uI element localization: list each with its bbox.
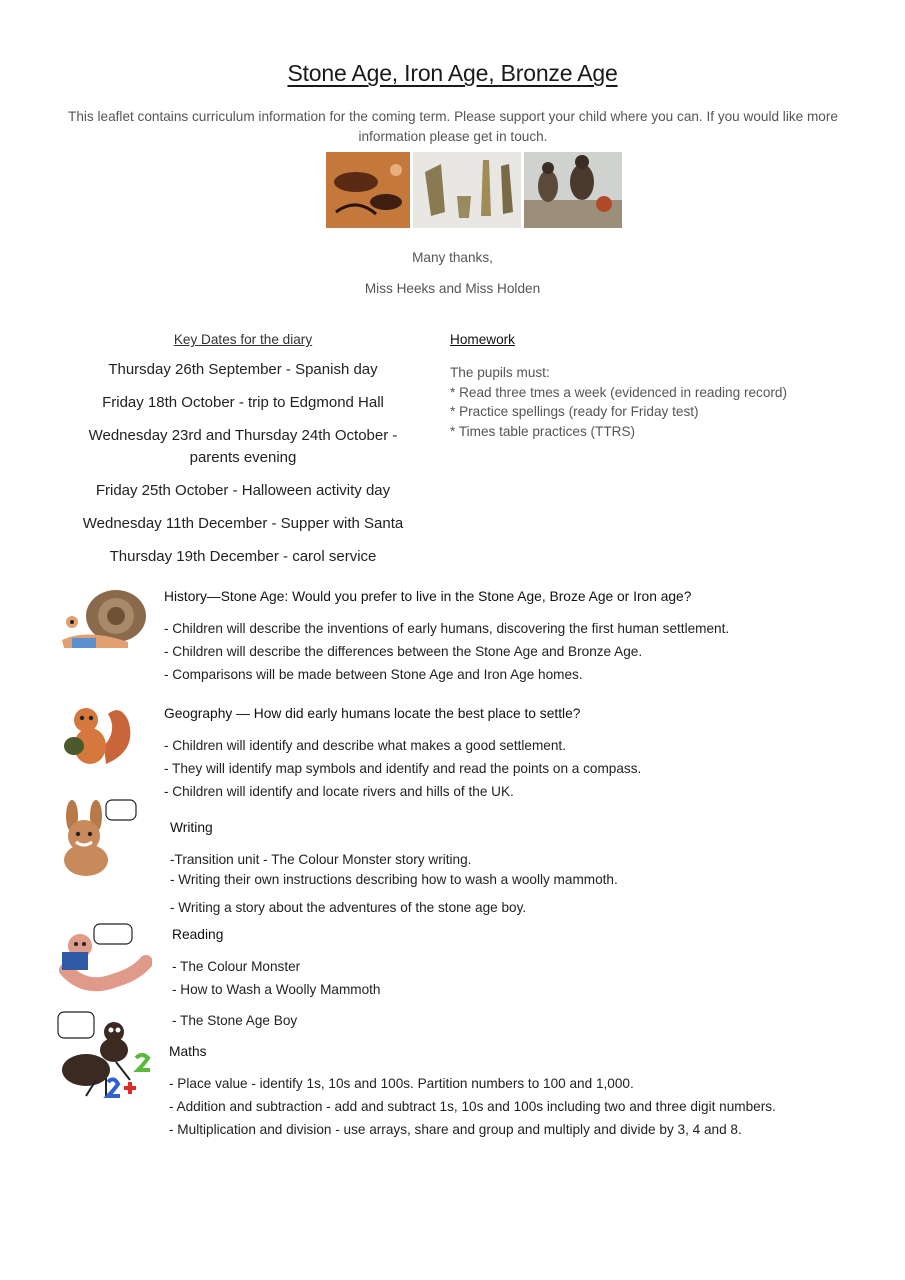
- key-date-item: Thursday 19th December - carol service: [109, 548, 377, 565]
- homework-line: * Read three tmes a week (evidenced in reading record): [450, 384, 788, 400]
- homework-line: * Practice spellings (ready for Friday test): [450, 404, 699, 419]
- key-date-item: Wednesday 11th December - Supper with Santa: [82, 515, 404, 532]
- thanks-text: Many thanks,: [412, 250, 493, 265]
- teacher-signoff: Miss Heeks and Miss Holden: [364, 281, 541, 296]
- history-bullet: - Children will describe the differences between the Stone Age and Bronze Age.: [164, 644, 643, 659]
- geography-bullet: - Children will identify and describe what makes a good settlement.: [164, 738, 566, 753]
- key-date-item: Thursday 26th September - Spanish day: [108, 361, 378, 378]
- history-bullet: - Children will describe the inventions of early humans, discovering the first human settlement.: [164, 621, 730, 636]
- key-date-item: Friday 18th October - trip to Edgmond Hall: [102, 394, 384, 411]
- reading-bullet: - How to Wash a Woolly Mammoth: [172, 982, 381, 997]
- ant-numbers-icon: [56, 1010, 156, 1105]
- key-date-item: Friday 25th October - Halloween activity day: [95, 482, 391, 499]
- maths-bullet: - Addition and subtraction - add and subtract 1s, 10s and 100s including two and three digit numbers.: [169, 1099, 776, 1114]
- geography-bullet: - Children will identify and locate rivers and hills of the UK.: [164, 784, 514, 799]
- maths-bullet: - Multiplication and division - use arrays, share and group and multiply and divide by 3, 4 and 8.: [169, 1122, 742, 1137]
- prehistoric-people-image: [524, 152, 622, 228]
- key-date-item: Wednesday 23rd and Thursday 24th October - parents evening: [88, 427, 398, 466]
- cave-painting-image: [326, 152, 410, 228]
- reading-title: Reading: [172, 927, 224, 942]
- homework-line: * Times table practices (TTRS): [450, 423, 636, 439]
- rabbit-icon: [58, 796, 140, 885]
- homework-section: [450, 332, 850, 441]
- photo-strip: [326, 152, 622, 228]
- bronze-tools-image: [413, 152, 521, 228]
- homework-heading: Homework: [450, 332, 515, 347]
- squirrel-icon: [58, 700, 136, 775]
- writing-bullet: - Writing their own instructions describing how to wash a woolly mammoth.: [170, 872, 618, 887]
- maths-title: Maths: [169, 1044, 207, 1059]
- reading-bullet: - The Colour Monster: [172, 959, 301, 974]
- history-bullet: - Comparisons will be made between Stone Age and Iron Age homes.: [164, 667, 583, 682]
- history-title: History—Stone Age: Would you prefer to live in the Stone Age, Broze Age or Iron age?: [164, 589, 692, 604]
- homework-line: The pupils must:: [450, 365, 550, 380]
- maths-bullet: - Place value - identify 1s, 10s and 100s. Partition numbers to 100 and 1,000.: [169, 1076, 634, 1091]
- reading-bullet: - The Stone Age Boy: [172, 1013, 298, 1028]
- page-title: Stone Age, Iron Age, Bronze Age: [287, 60, 618, 86]
- geography-title: Geography — How did early humans locate the best place to settle?: [164, 706, 581, 721]
- writing-bullet: -Transition unit - The Colour Monster story writing.: [170, 852, 472, 867]
- worm-reading-icon: [56, 922, 152, 997]
- writing-title: Writing: [170, 820, 213, 835]
- key-dates-section: [60, 332, 426, 579]
- geography-bullet: - They will identify map symbols and identify and read the points on a compass.: [164, 761, 642, 776]
- snail-reading-icon: [58, 588, 150, 659]
- writing-bullet: - Writing a story about the adventures of the stone age boy.: [170, 900, 527, 915]
- intro-text: This leaflet contains curriculum information for the coming term. Please support your child where you can. If you would like more information please get in touch.: [68, 109, 838, 144]
- key-dates-heading: Key Dates for the diary: [173, 332, 313, 347]
